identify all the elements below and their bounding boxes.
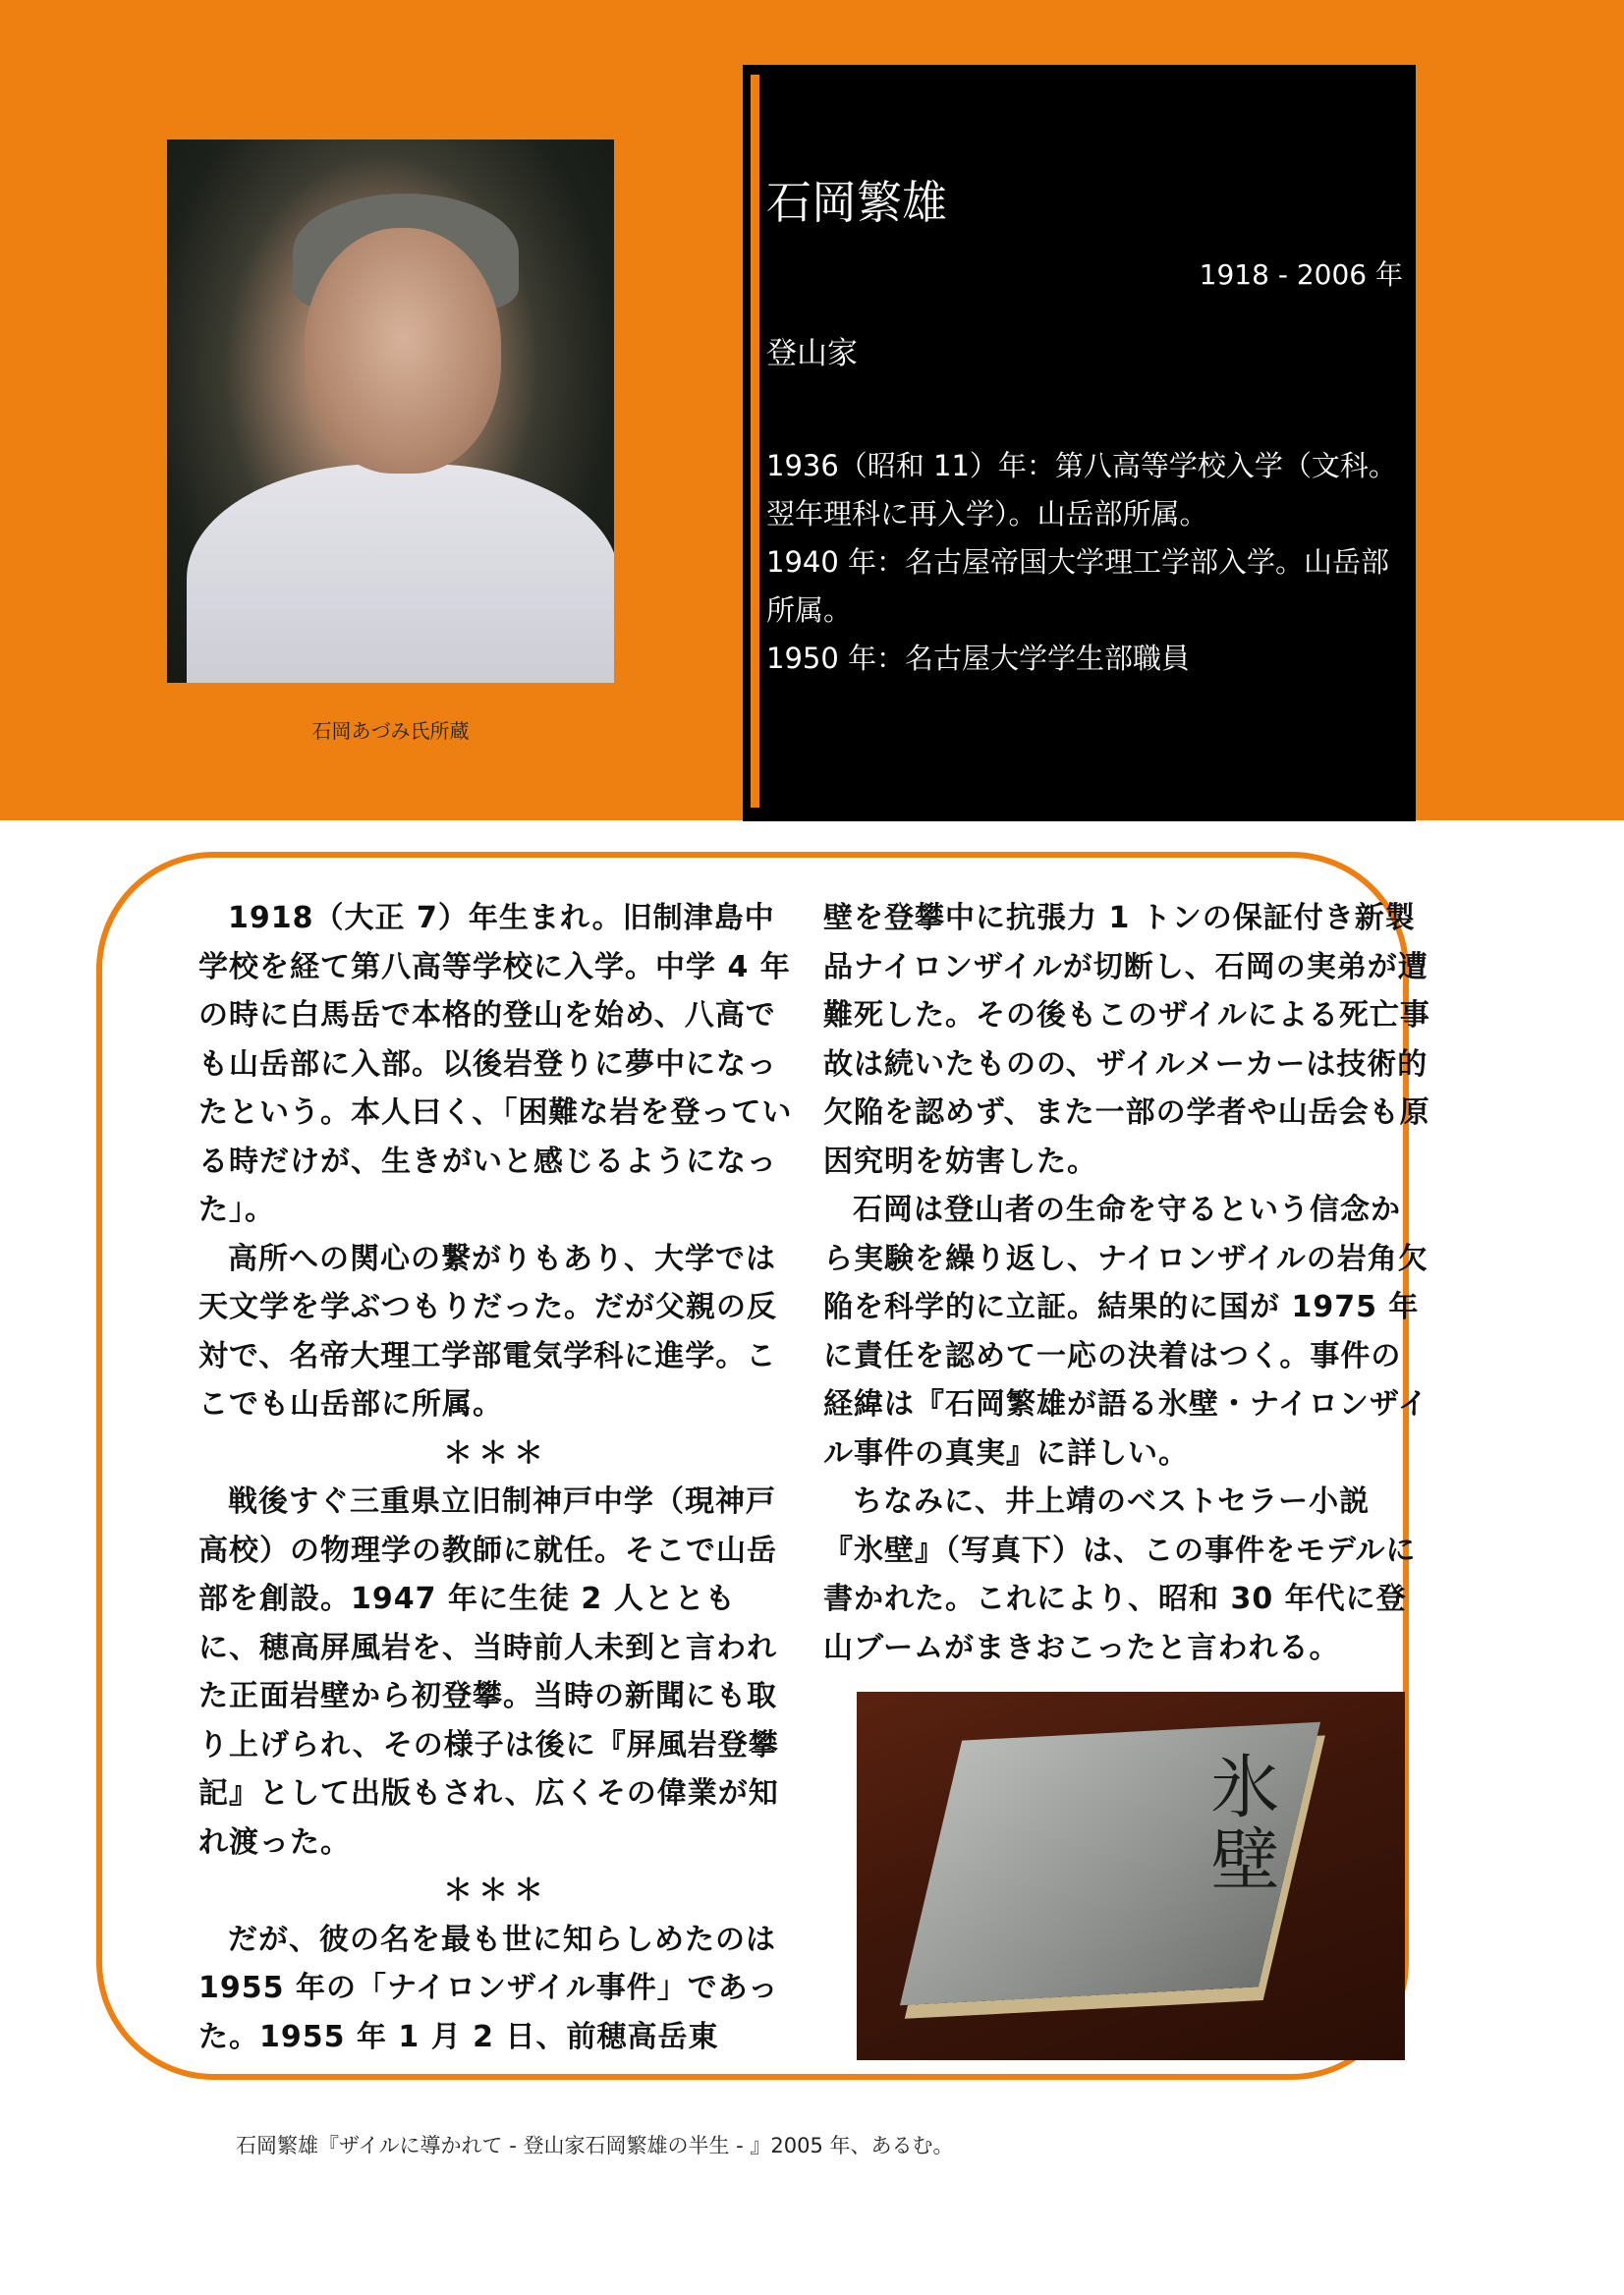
profile-role: 登山家 xyxy=(766,336,858,371)
article-column-right xyxy=(823,894,1430,1672)
book-title: 氷壁 xyxy=(1200,1751,1280,1896)
portrait-shirt xyxy=(187,464,614,683)
article-paragraph: 石岡は登山者の生命を守るという信念から実験を繰り返し、ナイロンザイルの岩角欠陥を科学的に立証。結果的に国が 1975 年に責任を認めて一応の決着はつく。事件の経緯は『石岡繁雄が語る氷壁・ナイロンザイル事件の真実』に詳しい。 xyxy=(823,1193,1428,1471)
profile-accent-bar xyxy=(751,75,759,808)
profile-name: 石岡繁雄 xyxy=(766,176,947,229)
book-photo xyxy=(857,1692,1405,2060)
article-paragraph: 高所への関心の繋がりもあり、大学では天文学を学ぶつもりだった。だが父親の反対で、名帝大理工学部電気学科に進学。ここでも山岳部に所属。 xyxy=(198,1241,777,1422)
career-entry: 1950 年：名古屋大学学生部職員 xyxy=(766,642,1191,675)
portrait-photo xyxy=(167,140,614,683)
article-paragraph: 1918（大正 7）年生まれ。旧制津島中学校を経て第八高等学校に入学。中学 4 年の時に白馬岳で本格的登山を始め、八高でも山岳部に入部。以後岩登りに夢中になったという。本人曰く、「困難な岩を登っている時だけが、生きがいと感じるようになった」。 xyxy=(198,901,793,1227)
article-paragraph: だが、彼の名を最も世に知らしめたのは 1955 年の「ナイロンザイル事件」であった。1955 年 1 月 2 日、前穂高岳東 xyxy=(198,1922,779,2054)
profile-years: 1918 - 2006 年 xyxy=(1199,258,1403,291)
article-paragraph: ちなみに、井上靖のベストセラー小説『氷壁』（写真下）は、この事件をモデルに書かれた。これにより、昭和 30 年代に登山ブームがまきおこったと言われる。 xyxy=(823,1484,1417,1665)
portrait-face xyxy=(305,228,501,474)
portrait-caption: 石岡あづみ氏所蔵 xyxy=(311,719,470,743)
career-entry: 1940 年：名古屋帝国大学理工学部入学。山岳部所属。 xyxy=(766,545,1390,627)
article-paragraph: 戦後すぐ三重県立旧制神戸中学（現神戸高校）の物理学の教師に就任。そこで山岳部を創設。1947 年に生徒 2 人とともに、穂高屏風岩を、当時前人未到と言われた正面岩壁から初登攀。当時の新聞にも取り上げられ、その様子は後に『屏風岩登攀記』として出版もされ、広くその偉業が知れ渡った。 xyxy=(198,1484,779,1860)
profile-career xyxy=(766,442,1410,683)
article-column-left xyxy=(198,894,794,2061)
source-citation: 石岡繁雄『ザイルに導かれて - 登山家石岡繁雄の半生 - 』2005 年、あるむ。 xyxy=(236,2134,954,2157)
section-separator: ＊＊＊ xyxy=(443,1874,549,1908)
section-separator: ＊＊＊ xyxy=(443,1435,549,1471)
article-paragraph: 壁を登攀中に抗張力 1 トンの保証付き新製品ナイロンザイルが切断し、石岡の実弟が遭難死した。その後もこのザイルによる死亡事故は続いたものの、ザイルメーカーは技術的欠陥を認めず、また一部の学者や山岳会も原因究明を妨害した。 xyxy=(823,901,1430,1179)
career-entry: 1936（昭和 11）年：第八高等学校入学（文科。翌年理科に再入学）。山岳部所属。 xyxy=(766,449,1397,531)
